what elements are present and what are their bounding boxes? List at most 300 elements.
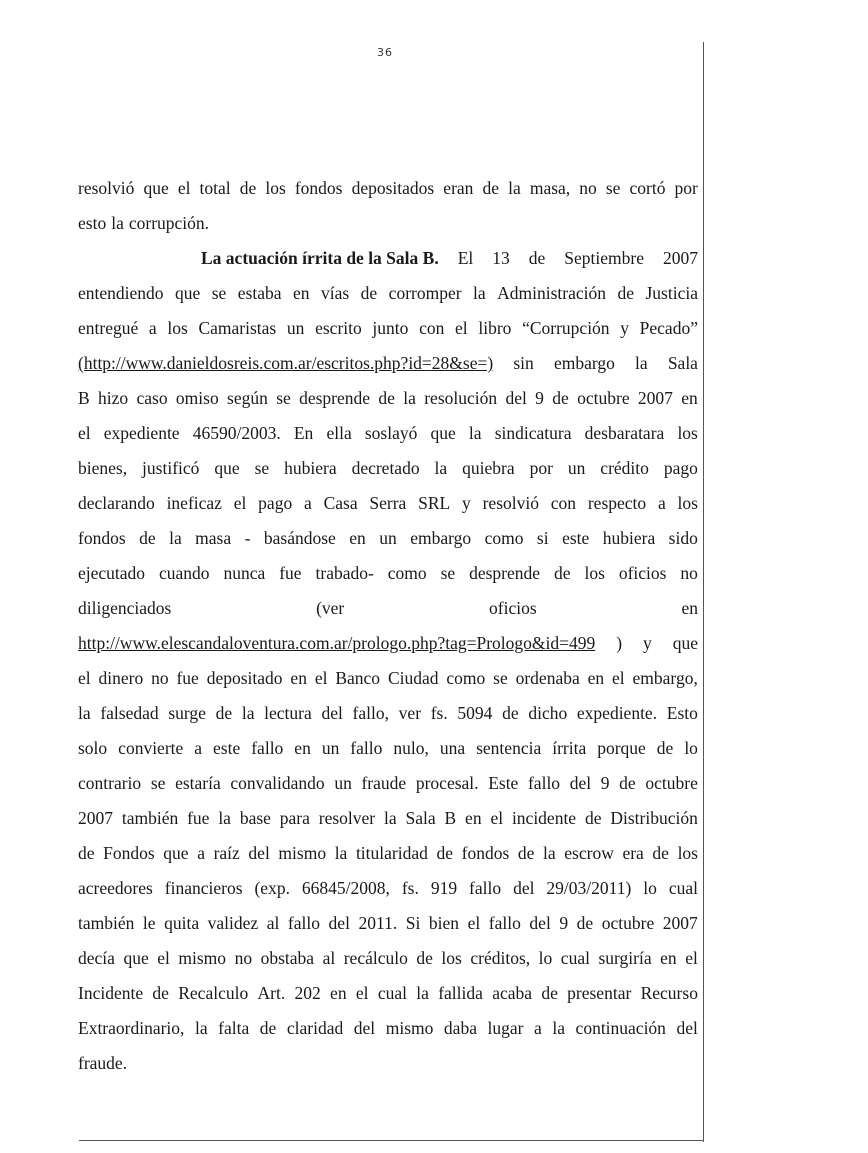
word: de (652, 843, 669, 863)
word: lo (643, 878, 657, 898)
word: falsedad (100, 703, 159, 723)
word: de (360, 283, 378, 303)
word: oficios (618, 563, 667, 583)
word: del (529, 913, 551, 933)
url-link[interactable]: http://www.elescandaloventura.com.ar/prologo.php?tag=Prologo&id=499 (78, 633, 596, 653)
word: omiso (175, 388, 219, 408)
text-line (78, 171, 698, 206)
word: esto (78, 213, 107, 233)
word: a (197, 843, 205, 863)
word: la (508, 178, 521, 198)
word: el (455, 318, 468, 338)
word: base (239, 808, 271, 828)
word: fallo (488, 913, 521, 933)
word: en (290, 668, 307, 688)
word: Septiembre (564, 248, 644, 268)
word: 9 (600, 773, 610, 793)
word: de (502, 703, 519, 723)
word: bien (428, 913, 460, 933)
word: pago (663, 458, 698, 478)
text-line (78, 206, 698, 241)
word: el (78, 423, 91, 443)
word: convalidando (230, 773, 325, 793)
word: de (78, 843, 95, 863)
word: a (148, 318, 157, 338)
word: la (241, 703, 255, 723)
word: fallo (251, 738, 284, 758)
word: embargo (553, 353, 615, 373)
word: en (660, 948, 677, 968)
word: basándose (263, 528, 336, 548)
right-margin-rule (703, 42, 704, 1142)
text-line (78, 276, 698, 311)
section-heading: La actuación írrita de la Sala B. (201, 248, 439, 268)
word: de (617, 283, 635, 303)
word: eran (443, 178, 474, 198)
word: la (543, 843, 556, 863)
word: se (150, 773, 166, 793)
word: la (473, 283, 486, 303)
word: como (484, 528, 524, 548)
word: estaba (237, 283, 282, 303)
word: por (674, 178, 698, 198)
word: 202 (294, 983, 321, 1003)
footer-rule (79, 1140, 704, 1141)
word: en (293, 283, 310, 303)
word: 9 (535, 388, 544, 408)
word: el (612, 668, 625, 688)
word: dinero (98, 668, 144, 688)
word: a (534, 1018, 542, 1038)
word: fondos (294, 178, 343, 198)
word: como (387, 563, 427, 583)
word: fondos (461, 843, 510, 863)
word: que (430, 423, 456, 443)
word: fallo (350, 738, 383, 758)
word: Justicia (645, 283, 698, 303)
word: 2007 (637, 388, 673, 408)
text-line (78, 591, 698, 626)
word: el (157, 948, 170, 968)
word: de (656, 738, 674, 758)
word: trabado- (315, 563, 374, 583)
word: quiebra (462, 458, 515, 478)
word: que (672, 633, 698, 653)
word: en (349, 528, 366, 548)
word: nunca (223, 563, 266, 583)
word: oficios (489, 598, 537, 618)
text-line (78, 766, 698, 801)
word: el (78, 668, 91, 688)
word: también (78, 913, 135, 933)
word: declarando (78, 493, 155, 513)
word: que (123, 948, 149, 968)
word: del (353, 1018, 376, 1038)
word: octubre (645, 773, 698, 793)
text-line (78, 976, 698, 1011)
word: En (293, 423, 314, 443)
word: del (248, 843, 270, 863)
word: de (416, 948, 433, 968)
word: era (622, 843, 644, 863)
word: lo (538, 948, 553, 968)
word: embargo, (632, 668, 698, 688)
text-line (78, 311, 698, 346)
word: acreedores (78, 878, 153, 898)
word: al (266, 913, 280, 933)
text-line (78, 731, 698, 766)
word: de (436, 843, 454, 863)
word: bienes, (78, 458, 128, 478)
word: el (490, 808, 504, 828)
word: contrario (78, 773, 142, 793)
word: del (505, 388, 527, 408)
text-line (78, 556, 698, 591)
word: la (403, 388, 416, 408)
word: cuando (158, 563, 210, 583)
word: de (553, 563, 571, 583)
word: que (163, 843, 189, 863)
word: los (677, 843, 698, 863)
word: mismo (385, 1018, 434, 1038)
body-text (78, 171, 698, 1081)
word: quita (164, 913, 200, 933)
word: hizo (98, 388, 129, 408)
word: de (528, 248, 546, 268)
word: ineficaz (166, 493, 222, 513)
word: también (121, 808, 179, 828)
word: resolución (424, 388, 498, 408)
word: del (513, 878, 535, 898)
text-line (78, 801, 698, 836)
word: que (175, 283, 201, 303)
word: Fondos (103, 843, 155, 863)
word: los (584, 563, 605, 583)
word: Pecado” (639, 318, 698, 338)
word: diligenciados (78, 598, 172, 618)
word: solo (78, 738, 108, 758)
word: 66845/2008, (301, 878, 390, 898)
word: Serra (369, 493, 407, 513)
word: 13 (492, 248, 510, 268)
url-link[interactable]: (http://www.danieldosreis.com.ar/escritos.php?id=28&se=) (78, 353, 494, 373)
word: fue (187, 808, 210, 828)
word: daba (443, 1018, 477, 1038)
word: Recalculo (178, 983, 249, 1003)
word: acaba (492, 983, 533, 1003)
word: para (279, 808, 310, 828)
text-line (78, 1011, 698, 1046)
word: no (234, 948, 253, 968)
word: se (440, 563, 456, 583)
word: claridad (286, 1018, 344, 1038)
word: fallo (469, 878, 502, 898)
word: la (384, 808, 397, 828)
word: Extraordinario, (78, 1018, 185, 1038)
word: la (334, 843, 348, 863)
word: resolver (318, 808, 376, 828)
word: un (286, 318, 305, 338)
word: 46590/2003. (192, 423, 281, 443)
word: decretado (351, 458, 420, 478)
word: en (681, 388, 698, 408)
text-line (78, 1046, 698, 1081)
word: de (378, 388, 395, 408)
word: fue (176, 668, 199, 688)
word: ) (616, 633, 623, 653)
word: hubiera (284, 458, 337, 478)
word: y (462, 493, 471, 513)
word: la (194, 1018, 208, 1038)
word: octubre (601, 913, 655, 933)
word: a (304, 493, 312, 513)
word: cortó (629, 178, 666, 198)
word: expediente. (576, 703, 658, 723)
word: pago (258, 493, 293, 513)
word: sentencia (476, 738, 542, 758)
word: de (482, 178, 500, 198)
word: con (419, 318, 445, 338)
word: fraude. (78, 1053, 128, 1073)
word: desprende (299, 388, 371, 408)
word: el (467, 913, 481, 933)
word: masa, (529, 178, 571, 198)
word: resolvió (78, 178, 135, 198)
word: en (681, 598, 698, 618)
text-line (78, 451, 698, 486)
word: recálculo (343, 948, 408, 968)
word: junto (372, 318, 409, 338)
word: surge (168, 703, 206, 723)
word: depositado (206, 668, 283, 688)
word: vías (321, 283, 350, 303)
word: sindicatura (494, 423, 572, 443)
word: no (151, 668, 169, 688)
word: este (213, 738, 241, 758)
word: Sala (667, 353, 698, 373)
text-line (78, 836, 698, 871)
word: 2011. (358, 913, 398, 933)
word: cual (560, 948, 590, 968)
word: hubiera (602, 528, 656, 548)
word: Recurso (640, 983, 698, 1003)
word: sin (513, 353, 534, 373)
text-line (78, 486, 698, 521)
word: 2007 (78, 808, 113, 828)
word: del (676, 1018, 698, 1038)
word: libro (478, 318, 512, 338)
word: fraude (361, 773, 407, 793)
word: que (143, 178, 169, 198)
word: resolvió (482, 493, 539, 513)
word: un (567, 458, 586, 478)
text-line (78, 696, 698, 731)
word: justificó (142, 458, 200, 478)
word: de (152, 983, 169, 1003)
word: Si (405, 913, 421, 933)
word: un (379, 528, 397, 548)
text-line (78, 906, 698, 941)
word: con (550, 493, 577, 513)
word: falta (218, 1018, 250, 1038)
word: Ciudad (387, 668, 439, 688)
word: Sala (405, 808, 436, 828)
word: B (78, 388, 90, 408)
word: el (355, 983, 369, 1003)
word: lugar (487, 1018, 524, 1038)
word: escrito (315, 318, 362, 338)
word: caso (136, 388, 168, 408)
word: en (587, 668, 605, 688)
word: un (334, 773, 352, 793)
word: total (199, 178, 231, 198)
word: la (416, 983, 429, 1003)
word: corrupción. (128, 213, 210, 233)
word: no (579, 178, 597, 198)
word: porque (597, 738, 646, 758)
text-line (78, 941, 698, 976)
word: 9 (559, 913, 569, 933)
word: en (294, 738, 311, 758)
word: no (680, 563, 698, 583)
word: en (465, 808, 482, 828)
word: al (322, 948, 336, 968)
word: por (529, 458, 553, 478)
word: 919 (430, 878, 458, 898)
word: Art. (257, 983, 286, 1003)
word: respecto (587, 493, 647, 513)
word: de (619, 773, 636, 793)
word: cual (377, 983, 407, 1003)
word: Esto (666, 703, 698, 723)
word: la (635, 353, 648, 373)
word: fallo, (352, 703, 389, 723)
word: de (576, 913, 594, 933)
word: desbaratara (584, 423, 665, 443)
word: en (330, 983, 347, 1003)
word: el (233, 493, 247, 513)
page-number: 36 (377, 46, 393, 59)
word: le (142, 913, 156, 933)
word: de (584, 808, 602, 828)
word: de (139, 528, 156, 548)
word: procesal. (415, 773, 479, 793)
word: fondos (78, 528, 126, 548)
word: los (167, 318, 188, 338)
word: validez (207, 913, 259, 933)
word: presentar (567, 983, 632, 1003)
word: soslayó (364, 423, 418, 443)
word: la (218, 808, 231, 828)
text-line (78, 521, 698, 556)
text-line (78, 416, 698, 451)
word: la (434, 458, 448, 478)
word: octubre (577, 388, 630, 408)
word: que (214, 458, 240, 478)
word: ver (398, 703, 422, 723)
word: entendiendo (78, 283, 164, 303)
word: fs. (430, 703, 448, 723)
word: y (642, 633, 652, 653)
word: escrow (564, 843, 614, 863)
word: obstaba (260, 948, 315, 968)
word: “Corrupción (522, 318, 610, 338)
word: a (194, 738, 203, 758)
word: desprende (469, 563, 541, 583)
word: se (276, 388, 291, 408)
word: a (657, 493, 666, 513)
word: los (441, 948, 462, 968)
word: Incidente (78, 983, 144, 1003)
word: ella (326, 423, 352, 443)
word: decía (78, 948, 115, 968)
word: se (211, 283, 227, 303)
text-line (78, 346, 698, 381)
word: ordenaba (515, 668, 580, 688)
word: este (562, 528, 590, 548)
word: ejecutado (78, 563, 146, 583)
word: raíz (213, 843, 240, 863)
word: se (493, 668, 508, 688)
word: írrita (552, 738, 587, 758)
word: la (468, 423, 482, 443)
word: del (321, 703, 343, 723)
word: los (265, 178, 286, 198)
word: estaría (175, 773, 221, 793)
word: fallo (287, 913, 320, 933)
word: el (685, 948, 698, 968)
text-line (78, 626, 698, 661)
text-line (78, 871, 698, 906)
word: continuación (575, 1018, 666, 1038)
word: Camaristas (198, 318, 277, 338)
word: y (620, 318, 629, 338)
word: los (677, 493, 698, 513)
word: Este (488, 773, 519, 793)
word: Administración (497, 283, 607, 303)
word: la (169, 528, 182, 548)
word: - (244, 528, 251, 548)
word: entregué (78, 318, 139, 338)
word: 2007 (663, 248, 698, 268)
word: del (328, 913, 350, 933)
word: de (259, 1018, 277, 1038)
word: (exp. (254, 878, 290, 898)
word: un (321, 738, 340, 758)
word: la (111, 213, 124, 233)
word: de (552, 388, 569, 408)
word: (ver (316, 598, 345, 618)
word: fallida (438, 983, 483, 1003)
word: corromper (388, 283, 462, 303)
text-line (78, 661, 698, 696)
word: de (517, 843, 535, 863)
word: la (78, 703, 91, 723)
word: financieros (164, 878, 243, 898)
word: si (536, 528, 549, 548)
word: como (446, 668, 486, 688)
word: 2007 (662, 913, 698, 933)
word: depositados (351, 178, 435, 198)
word: fue (279, 563, 302, 583)
word: de (239, 178, 257, 198)
word: embargo (410, 528, 472, 548)
word: una (439, 738, 466, 758)
word: El (457, 248, 474, 268)
word: nulo, (393, 738, 429, 758)
word: dicho (528, 703, 568, 723)
word: según (227, 388, 268, 408)
